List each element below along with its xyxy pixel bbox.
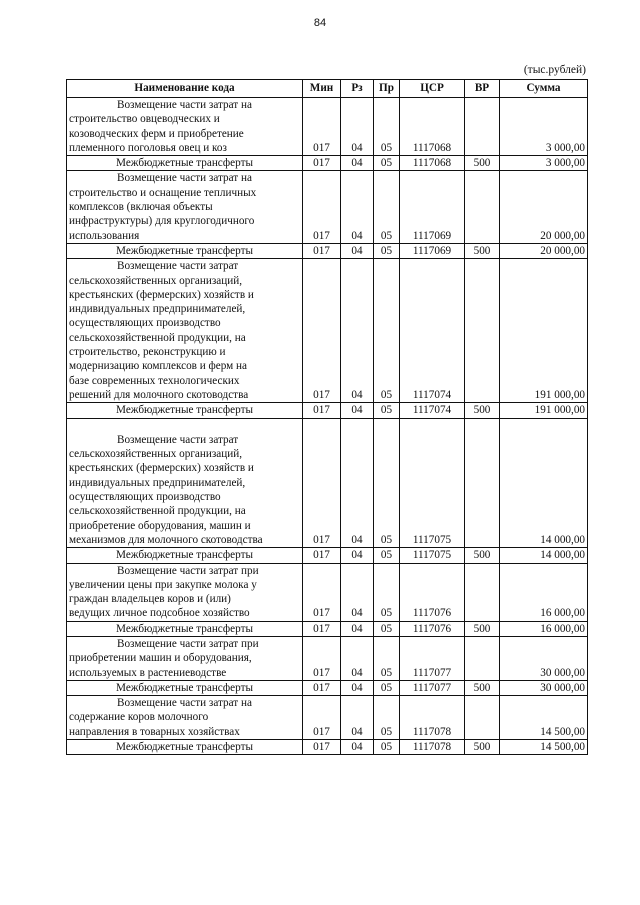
row-name-line: строительство, реконструкцию и bbox=[69, 346, 226, 359]
cell-min: 017 bbox=[303, 680, 341, 695]
cell-rz: 04 bbox=[341, 243, 374, 258]
row-name-line: приобретение оборудования, машин и bbox=[69, 519, 251, 532]
cell-min: 017 bbox=[303, 171, 341, 243]
cell-vr: 500 bbox=[465, 243, 500, 258]
row-name-line: осуществляющих производство bbox=[69, 491, 221, 504]
row-name-line: крестьянских (фермерских) хозяйств и bbox=[69, 288, 254, 301]
cell-pr: 05 bbox=[374, 740, 400, 755]
row-name-line: комплексов (включая объекты bbox=[69, 201, 213, 214]
cell-vr bbox=[465, 563, 500, 621]
cell-pr: 05 bbox=[374, 636, 400, 680]
row-name-line: используемых в растениеводстве bbox=[69, 666, 227, 679]
cell-pr: 05 bbox=[374, 563, 400, 621]
row-name: Межбюджетные трансферты bbox=[67, 156, 303, 171]
cell-csr: 1117068 bbox=[400, 156, 465, 171]
row-name-line: базе современных технологических bbox=[69, 374, 240, 387]
header-rz: Рз bbox=[341, 80, 374, 98]
cell-csr: 1117076 bbox=[400, 621, 465, 636]
row-name: Межбюджетные трансферты bbox=[67, 243, 303, 258]
row-name bbox=[67, 563, 303, 621]
cell-rz: 04 bbox=[341, 740, 374, 755]
cell-pr: 05 bbox=[374, 696, 400, 740]
expense-row bbox=[67, 171, 588, 243]
cell-sum: 30 000,00 bbox=[500, 636, 588, 680]
cell-pr: 05 bbox=[374, 98, 400, 156]
cell-pr: 05 bbox=[374, 171, 400, 243]
cell-csr: 1117078 bbox=[400, 696, 465, 740]
row-name-line: осуществляющих производство bbox=[69, 317, 221, 330]
row-name-line: племенного поголовья овец и коз bbox=[69, 141, 227, 154]
header-sum: Сумма bbox=[500, 80, 588, 98]
cell-csr: 1117068 bbox=[400, 98, 465, 156]
expense-row bbox=[67, 563, 588, 621]
cell-pr: 05 bbox=[374, 403, 400, 418]
cell-min: 017 bbox=[303, 243, 341, 258]
cell-csr: 1117075 bbox=[400, 548, 465, 563]
cell-min: 017 bbox=[303, 696, 341, 740]
row-name: Межбюджетные трансферты bbox=[67, 680, 303, 695]
row-name-line: сельскохозяйственной продукции, на bbox=[69, 505, 246, 518]
cell-min: 017 bbox=[303, 636, 341, 680]
cell-vr bbox=[465, 259, 500, 403]
cell-rz: 04 bbox=[341, 696, 374, 740]
row-name: Межбюджетные трансферты bbox=[67, 740, 303, 755]
row-name-line: Возмещение части затрат bbox=[117, 433, 239, 446]
cell-sum: 14 500,00 bbox=[500, 740, 588, 755]
cell-pr: 05 bbox=[374, 259, 400, 403]
row-name-line: индивидуальных предпринимателей, bbox=[69, 303, 246, 316]
cell-sum: 20 000,00 bbox=[500, 171, 588, 243]
row-name-line: направления в товарных хозяйствах bbox=[69, 725, 240, 738]
cell-vr bbox=[465, 171, 500, 243]
header-csr: ЦСР bbox=[400, 80, 465, 98]
page-number: 84 bbox=[313, 17, 327, 29]
row-name-line: сельскохозяйственных организаций, bbox=[69, 274, 242, 287]
cell-rz: 04 bbox=[341, 403, 374, 418]
row-name-line: сельскохозяйственной продукции, на bbox=[69, 331, 246, 344]
row-name: Межбюджетные трансферты bbox=[67, 403, 303, 418]
cell-min: 017 bbox=[303, 418, 341, 548]
cell-rz: 04 bbox=[341, 259, 374, 403]
cell-vr: 500 bbox=[465, 680, 500, 695]
cell-csr: 1117075 bbox=[400, 418, 465, 548]
row-name bbox=[67, 418, 303, 548]
cell-sum: 191 000,00 bbox=[500, 403, 588, 418]
header-min: Мин bbox=[303, 80, 341, 98]
row-name bbox=[67, 636, 303, 680]
cell-csr: 1117069 bbox=[400, 171, 465, 243]
cell-min: 017 bbox=[303, 563, 341, 621]
row-name: Межбюджетные трансферты bbox=[67, 621, 303, 636]
cell-rz: 04 bbox=[341, 171, 374, 243]
expense-row bbox=[67, 696, 588, 740]
row-name-line: приобретении машин и оборудования, bbox=[69, 652, 252, 665]
row-name-line: инфраструктуры) для круглогодичного bbox=[69, 215, 255, 228]
row-name-line: Возмещение части затрат bbox=[117, 260, 239, 273]
cell-pr: 05 bbox=[374, 621, 400, 636]
row-name-line: использования bbox=[69, 229, 140, 242]
cell-pr: 05 bbox=[374, 243, 400, 258]
row-name-line: увеличении цены при закупке молока у bbox=[69, 578, 257, 591]
header-name: Наименование кода bbox=[67, 80, 303, 98]
transfer-row bbox=[67, 621, 588, 636]
cell-sum: 3 000,00 bbox=[500, 156, 588, 171]
cell-csr: 1117077 bbox=[400, 680, 465, 695]
transfer-row bbox=[67, 680, 588, 695]
cell-vr: 500 bbox=[465, 621, 500, 636]
expense-row bbox=[67, 259, 588, 403]
cell-vr: 500 bbox=[465, 548, 500, 563]
cell-rz: 04 bbox=[341, 621, 374, 636]
cell-min: 017 bbox=[303, 740, 341, 755]
expense-row bbox=[67, 98, 588, 156]
row-name-line: граждан владельцев коров и (или) bbox=[69, 593, 231, 606]
cell-pr: 05 bbox=[374, 680, 400, 695]
cell-sum: 30 000,00 bbox=[500, 680, 588, 695]
cell-sum: 16 000,00 bbox=[500, 621, 588, 636]
transfer-row bbox=[67, 403, 588, 418]
cell-pr: 05 bbox=[374, 156, 400, 171]
row-name-line: ведущих личное подсобное хозяйство bbox=[69, 607, 250, 620]
cell-rz: 04 bbox=[341, 98, 374, 156]
cell-sum: 16 000,00 bbox=[500, 563, 588, 621]
cell-rz: 04 bbox=[341, 418, 374, 548]
row-name-line: Возмещение части затрат на bbox=[117, 172, 252, 185]
cell-sum: 20 000,00 bbox=[500, 243, 588, 258]
row-name-line: модернизацию комплексов и ферм на bbox=[69, 360, 247, 373]
row-name-line: строительство и оснащение тепличных bbox=[69, 186, 257, 199]
transfer-row bbox=[67, 740, 588, 755]
row-name-line: сельскохозяйственных организаций, bbox=[69, 448, 242, 461]
row-name: Межбюджетные трансферты bbox=[67, 548, 303, 563]
cell-vr bbox=[465, 418, 500, 548]
cell-min: 017 bbox=[303, 259, 341, 403]
row-name bbox=[67, 259, 303, 403]
row-name-line: козоводческих ферм и приобретение bbox=[69, 127, 244, 140]
row-name-line: строительство овцеводческих и bbox=[69, 113, 220, 126]
cell-csr: 1117077 bbox=[400, 636, 465, 680]
row-name-line: индивидуальных предпринимателей, bbox=[69, 476, 246, 489]
cell-min: 017 bbox=[303, 621, 341, 636]
cell-pr: 05 bbox=[374, 418, 400, 548]
row-name bbox=[67, 696, 303, 740]
header-vr: ВР bbox=[465, 80, 500, 98]
header-pr: Пр bbox=[374, 80, 400, 98]
units-note: (тыс.рублей) bbox=[523, 64, 586, 76]
row-name-line: Возмещение части затрат при bbox=[117, 637, 259, 650]
cell-csr: 1117074 bbox=[400, 403, 465, 418]
row-name-line: крестьянских (фермерских) хозяйств и bbox=[69, 462, 254, 475]
cell-vr bbox=[465, 98, 500, 156]
expense-row bbox=[67, 636, 588, 680]
row-name bbox=[67, 98, 303, 156]
row-name-line: Возмещение части затрат на bbox=[117, 99, 252, 111]
cell-csr: 1117069 bbox=[400, 243, 465, 258]
cell-min: 017 bbox=[303, 98, 341, 156]
cell-sum: 191 000,00 bbox=[500, 259, 588, 403]
cell-vr bbox=[465, 696, 500, 740]
cell-sum: 14 500,00 bbox=[500, 696, 588, 740]
cell-csr: 1117078 bbox=[400, 740, 465, 755]
table-header-row bbox=[67, 80, 588, 98]
cell-min: 017 bbox=[303, 403, 341, 418]
cell-rz: 04 bbox=[341, 156, 374, 171]
table-body bbox=[67, 98, 588, 755]
cell-sum: 14 000,00 bbox=[500, 418, 588, 548]
cell-min: 017 bbox=[303, 548, 341, 563]
cell-rz: 04 bbox=[341, 636, 374, 680]
cell-csr: 1117076 bbox=[400, 563, 465, 621]
row-name-line: решений для молочного скотоводства bbox=[69, 388, 249, 401]
cell-pr: 05 bbox=[374, 548, 400, 563]
row-name-line: механизмов для молочного скотоводства bbox=[69, 533, 263, 546]
cell-vr: 500 bbox=[465, 156, 500, 171]
budget-table bbox=[66, 79, 588, 755]
cell-min: 017 bbox=[303, 156, 341, 171]
row-name-line bbox=[69, 419, 300, 433]
cell-vr: 500 bbox=[465, 740, 500, 755]
cell-csr: 1117074 bbox=[400, 259, 465, 403]
transfer-row bbox=[67, 548, 588, 563]
cell-rz: 04 bbox=[341, 563, 374, 621]
row-name-line: содержание коров молочного bbox=[69, 711, 209, 724]
transfer-row bbox=[67, 156, 588, 171]
cell-rz: 04 bbox=[341, 548, 374, 563]
transfer-row bbox=[67, 243, 588, 258]
expense-row bbox=[67, 418, 588, 548]
cell-vr bbox=[465, 636, 500, 680]
row-name-line: Возмещение части затрат на bbox=[117, 697, 252, 710]
cell-sum: 14 000,00 bbox=[500, 548, 588, 563]
cell-vr: 500 bbox=[465, 403, 500, 418]
cell-rz: 04 bbox=[341, 680, 374, 695]
row-name bbox=[67, 171, 303, 243]
row-name-line: Возмещение части затрат при bbox=[117, 564, 259, 577]
cell-sum: 3 000,00 bbox=[500, 98, 588, 156]
